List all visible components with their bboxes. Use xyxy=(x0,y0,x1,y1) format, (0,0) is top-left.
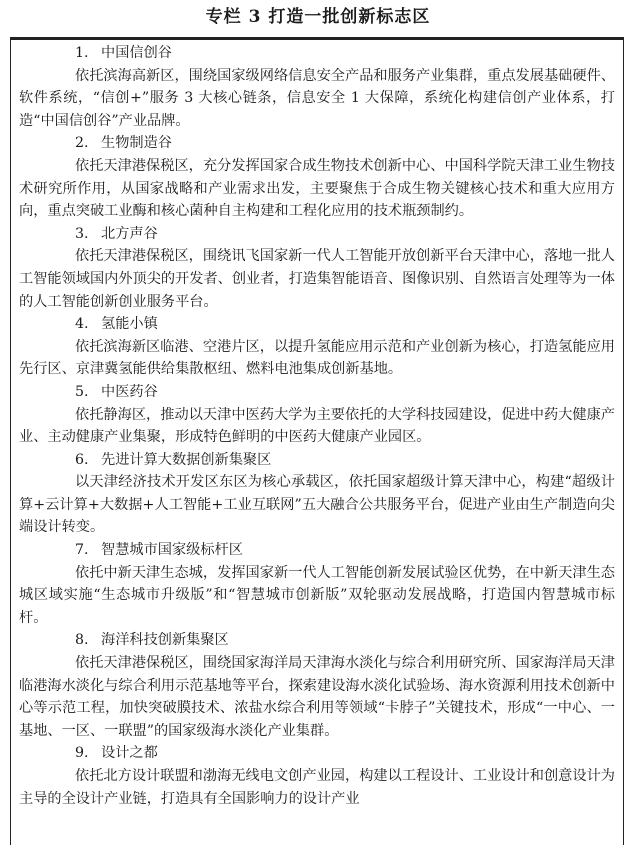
item-heading xyxy=(19,42,615,65)
item-number: 8. xyxy=(75,632,89,649)
item-number: 7. xyxy=(75,542,89,559)
item-heading xyxy=(19,313,615,336)
item-number: 2. xyxy=(75,135,89,152)
item-body: 依托天津港保税区，围绕讯飞国家新一代人工智能开放创新平台天津中心，落地一批人工智能领域国内外顶尖的开发者、创业者，打造集智能语音、图像识别、自然语言处理等为一体的人工智能创新创业服务平台。 xyxy=(19,248,615,310)
item-number: 5. xyxy=(75,383,89,400)
item-heading xyxy=(19,629,615,652)
item-body: 依托滨海高新区，围绕国家级网络信息安全产品和服务产业集群，重点发展基础硬件、软件系统，“信创+”服务 3 大核心链条，信息安全 1 大保障，系统化构建信创产业体系，打造“中国信创谷”产业品牌。 xyxy=(19,67,615,129)
item-heading-text: 中国信创谷 xyxy=(101,45,172,61)
item-heading-text: 智慧城市国家级标杆区 xyxy=(101,542,243,559)
item-heading xyxy=(19,381,615,404)
item-heading xyxy=(19,449,615,472)
item-heading-text: 中医药谷 xyxy=(101,383,158,400)
item-body: 以天津经济技术开发区东区为核心承载区，依托国家超级计算天津中心，构建“超级计算+云计算+大数据+人工智能+工业互联网”五大融合公共服务平台，促进产业由生产制造向尖端设计转变。 xyxy=(19,474,615,536)
item-body: 依托滨海新区临港、空港片区，以提升氢能应用示范和产业创新为核心，打造氢能应用先行区、京津冀氢能供给集散枢纽、燃料电池集成创新基地。 xyxy=(19,338,615,378)
item-number: 1. xyxy=(75,45,89,61)
item-body: 依托中新天津生态城，发挥国家新一代人工智能创新发展试验区优势，在中新天津生态城区域实施“生态城市升级版”和“智慧城市创新版”双轮驱动发展战略，打造国内智慧城市标杆。 xyxy=(19,564,615,626)
item-body: 依托静海区，推动以天津中医药大学为主要依托的大学科技园建设，促进中药大健康产业、主动健康产业集聚，形成特色鲜明的中医药大健康产业园区。 xyxy=(19,406,615,446)
item-number: 6. xyxy=(75,451,89,468)
item-heading-text: 生物制造谷 xyxy=(101,135,172,152)
item-number: 4. xyxy=(75,316,89,333)
item-heading xyxy=(19,223,615,246)
item-number: 3. xyxy=(75,225,89,242)
item-number: 9. xyxy=(75,745,89,762)
item-heading-text: 北方声谷 xyxy=(101,225,158,242)
page-title: 专栏 3 打造一批创新标志区 xyxy=(205,7,431,27)
item-heading xyxy=(19,132,615,155)
item-heading-text: 先进计算大数据创新集聚区 xyxy=(101,451,272,468)
item-body: 依托北方设计联盟和渤海无线电文创产业园，构建以工程设计、工业设计和创意设计为主导的全设计产业链，打造具有全国影响力的设计产业 xyxy=(19,768,615,807)
item-heading xyxy=(19,742,615,765)
item-body: 依托天津港保税区，围绕国家海洋局天津海水淡化与综合利用研究所、国家海洋局天津临港海水淡化与综合利用示范基地等平台，探索建设海水淡化试验场、海水资源利用技术创新中心等示范工程，加快突破膜技术、浓盐水综合利用等领域“卡脖子”关键技术，形成“一中心、一基地、一区、一联盟”的国家级海水淡化产业集群。 xyxy=(19,655,615,739)
item-heading xyxy=(19,539,615,562)
item-heading-text: 氢能小镇 xyxy=(101,316,158,333)
feature-box xyxy=(10,37,624,845)
feature-content xyxy=(11,40,623,810)
item-heading-text: 海洋科技创新集聚区 xyxy=(101,632,229,649)
item-heading-text: 设计之都 xyxy=(101,745,158,762)
item-body: 依托天津港保税区，充分发挥国家合成生物技术创新中心、中国科学院天津工业生物技术研究所作用，从国家战略和产业需求出发，主要聚焦于合成生物关键核心技术和重大应用方向，重点突破工业酶和核心菌种自主构建和工程化应用的技术瓶颈制约。 xyxy=(19,157,615,220)
